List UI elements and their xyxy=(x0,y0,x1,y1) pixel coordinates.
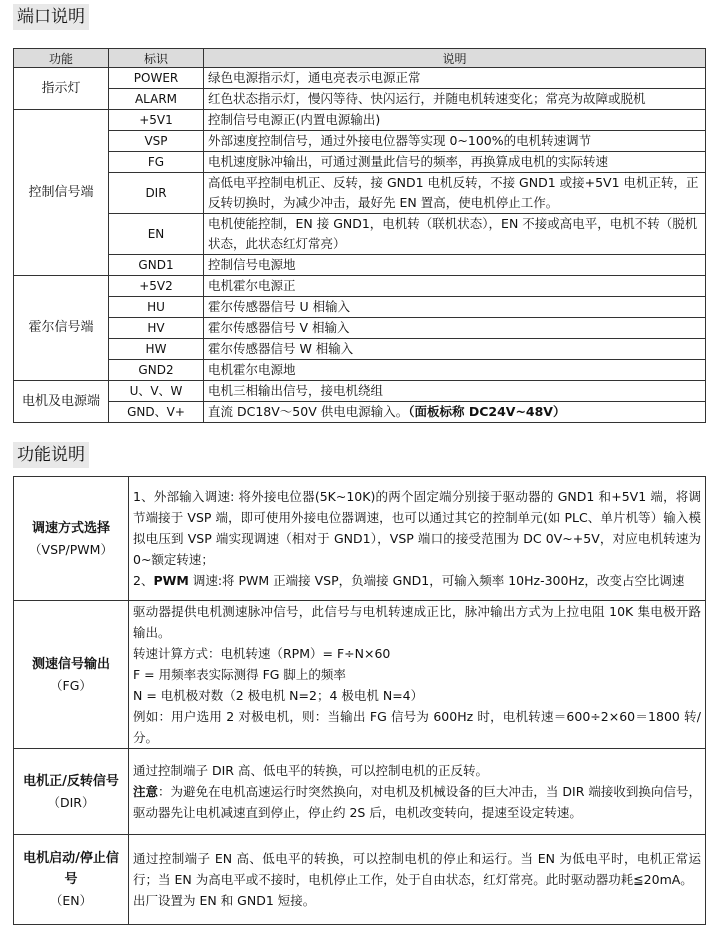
func-name-enable xyxy=(14,835,129,925)
header-signal: 标识 xyxy=(109,49,204,68)
header-function: 功能 xyxy=(14,49,109,68)
signal-fg: FG xyxy=(109,152,204,173)
func-title: 电机启动/停止信号 xyxy=(23,851,119,887)
desc-bold-pwm: PWM xyxy=(153,573,189,588)
desc-line: 出厂设置为 EN 和 GND1 短接。 xyxy=(133,893,316,908)
table-row xyxy=(14,276,706,297)
desc-gnd2: 电机霍尔电源地 xyxy=(204,360,706,381)
table-row xyxy=(14,835,706,925)
group-motor-power: 电机及电源端 xyxy=(14,381,109,423)
signal-5v2: +5V2 xyxy=(109,276,204,297)
desc-line: N = 电机极对数（2 极电机 N=2；4 极电机 N=4） xyxy=(133,688,424,703)
desc-hu: 霍尔传感器信号 U 相输入 xyxy=(204,297,706,318)
signal-alarm: ALARM xyxy=(109,89,204,110)
signal-gnd1: GND1 xyxy=(109,255,204,276)
desc-5v2: 电机霍尔电源正 xyxy=(204,276,706,297)
table-row xyxy=(14,214,706,255)
desc-dir: 高低电平控制电机正、反转，接 GND1 电机反转，不接 GND1 或接+5V1 电机正转，正反转切换时，为减少冲击，最好先 EN 置高，使电机停止工作。 xyxy=(204,173,706,214)
signal-gnd2: GND2 xyxy=(109,360,204,381)
section-title-functions: 功能说明 xyxy=(13,442,89,468)
table-row xyxy=(14,255,706,276)
header-description: 说明 xyxy=(204,49,706,68)
desc-line xyxy=(133,781,701,823)
section-title-ports: 端口说明 xyxy=(13,4,89,30)
func-subtitle: （FG） xyxy=(50,677,92,693)
desc-prefix: 2、 xyxy=(133,573,154,588)
desc-fg: 电机速度脉冲输出，可通过测量此信号的频率，再换算成电机的实际转速 xyxy=(204,152,706,173)
table-row xyxy=(14,131,706,152)
func-subtitle: （VSP/PWM） xyxy=(29,541,113,557)
desc-line: 驱动器提供电机测速脉冲信号，此信号与电机转速成正比，脉冲输出方式为上拉电阻 10K 集电极开路输出。 xyxy=(133,604,701,640)
desc-uvw: 电机三相输出信号，接电机绕组 xyxy=(204,381,706,402)
desc-paragraph: 1、外部输入调速: 将外接电位器(5K~10K)的两个固定端分别接于驱动器的 GND1 和+5V1 端，将调节端接于 VSP 端，即可使用外接电位器调速，也可以通过其它的控制单元(如 PLC、单片机等）输入模拟电压到 VSP 端实现调速（相对于 GND1），VSP 端口的接受范围为 DC 0V~+5V，对应电机转速为 0~额定转速； xyxy=(133,489,701,567)
signal-gnd-vplus: GND、V+ xyxy=(109,402,204,423)
func-name-direction xyxy=(14,749,129,835)
signal-uvw: U、V、W xyxy=(109,381,204,402)
desc-hv: 霍尔传感器信号 V 相输入 xyxy=(204,318,706,339)
table-row xyxy=(14,89,706,110)
desc-vsp: 外部速度控制信号，通过外接电位器等实现 0~100%的电机转速调节 xyxy=(204,131,706,152)
function-table xyxy=(13,476,706,925)
func-name-speed-mode xyxy=(14,477,129,601)
note-label: 注意 xyxy=(133,784,159,799)
func-title: 测速信号输出 xyxy=(31,656,110,672)
table-row xyxy=(14,318,706,339)
func-title: 调速方式选择 xyxy=(31,520,110,536)
desc-line: 通过控制端子 DIR 高、低电平的转换，可以控制电机的正反转。 xyxy=(133,763,488,778)
signal-5v1: +5V1 xyxy=(109,110,204,131)
table-row xyxy=(14,402,706,423)
note-text: ：为避免在电机高速运行时突然换向，对电机及机械设备的巨大冲击，当 DIR 端接收到换向信号，驱动器先让电机减速直到停止，停止约 2S 后，电机改变转向，提速至设定转速。 xyxy=(133,784,701,820)
table-row xyxy=(14,360,706,381)
desc-line: 例如：用户选用 2 对极电机，则：当输出 FG 信号为 600Hz 时，电机转速＝600÷2×60＝1800 转/分。 xyxy=(133,709,701,745)
desc-power: 绿色电源指示灯，通电亮表示电源正常 xyxy=(204,68,706,89)
port-table xyxy=(13,48,706,423)
func-desc-enable xyxy=(129,835,706,925)
desc-line: 通过控制端子 EN 高、低电平的转换，可以控制电机的停止和运行。当 EN 为低电平时，电机正常运行；当 EN 为高电平或不接时，电机停止工作，处于自由状态，红灯常亮。此时驱动器功耗≦20mA。 xyxy=(133,851,701,887)
table-row xyxy=(14,381,706,402)
signal-power: POWER xyxy=(109,68,204,89)
func-subtitle: （EN） xyxy=(49,893,93,908)
port-table-header xyxy=(14,49,706,68)
signal-dir: DIR xyxy=(109,173,204,214)
desc-en: 电机使能控制，EN 接 GND1，电机转（联机状态），EN 不接或高电平，电机不转（脱机状态，此状态红灯常亮） xyxy=(204,214,706,255)
desc-line: 转速计算方式：电机转速（RPM）= F÷N×60 xyxy=(133,646,391,661)
func-desc-speed-mode xyxy=(129,477,706,601)
desc-paragraph xyxy=(133,570,701,591)
table-row xyxy=(14,68,706,89)
desc-hw: 霍尔传感器信号 W 相输入 xyxy=(204,339,706,360)
table-row xyxy=(14,173,706,214)
func-subtitle: （DIR） xyxy=(47,794,95,810)
desc-power-input: 直流 DC18V～50V 供电电源输入。 xyxy=(208,404,409,419)
func-desc-speed-output xyxy=(129,601,706,749)
func-desc-direction xyxy=(129,749,706,835)
signal-vsp: VSP xyxy=(109,131,204,152)
signal-hv: HV xyxy=(109,318,204,339)
desc-alarm: 红色状态指示灯，慢闪等待、快闪运行，并随电机转速变化；常亮为故障或脱机 xyxy=(204,89,706,110)
desc-gnd-vplus xyxy=(204,402,706,423)
desc-5v1: 控制信号电源正(内置电源输出) xyxy=(204,110,706,131)
func-title: 电机正/反转信号 xyxy=(23,773,119,789)
desc-rest: 调速:将 PWM 正端接 VSP，负端接 GND1，可输入频率 10Hz-300Hz，改变占空比调速 xyxy=(188,573,685,588)
table-row xyxy=(14,110,706,131)
table-row xyxy=(14,601,706,749)
group-indicator: 指示灯 xyxy=(14,68,109,110)
table-row xyxy=(14,339,706,360)
func-name-speed-output xyxy=(14,601,129,749)
table-row xyxy=(14,152,706,173)
desc-panel-rating: （面板标称 DC24V~48V） xyxy=(408,404,566,419)
group-control: 控制信号端 xyxy=(14,110,109,276)
table-row xyxy=(14,749,706,835)
table-row xyxy=(14,477,706,601)
group-hall: 霍尔信号端 xyxy=(14,276,109,381)
desc-gnd1: 控制信号电源地 xyxy=(204,255,706,276)
table-row xyxy=(14,297,706,318)
signal-hu: HU xyxy=(109,297,204,318)
desc-line: F = 用频率表实际测得 FG 脚上的频率 xyxy=(133,667,346,682)
signal-hw: HW xyxy=(109,339,204,360)
signal-en: EN xyxy=(109,214,204,255)
